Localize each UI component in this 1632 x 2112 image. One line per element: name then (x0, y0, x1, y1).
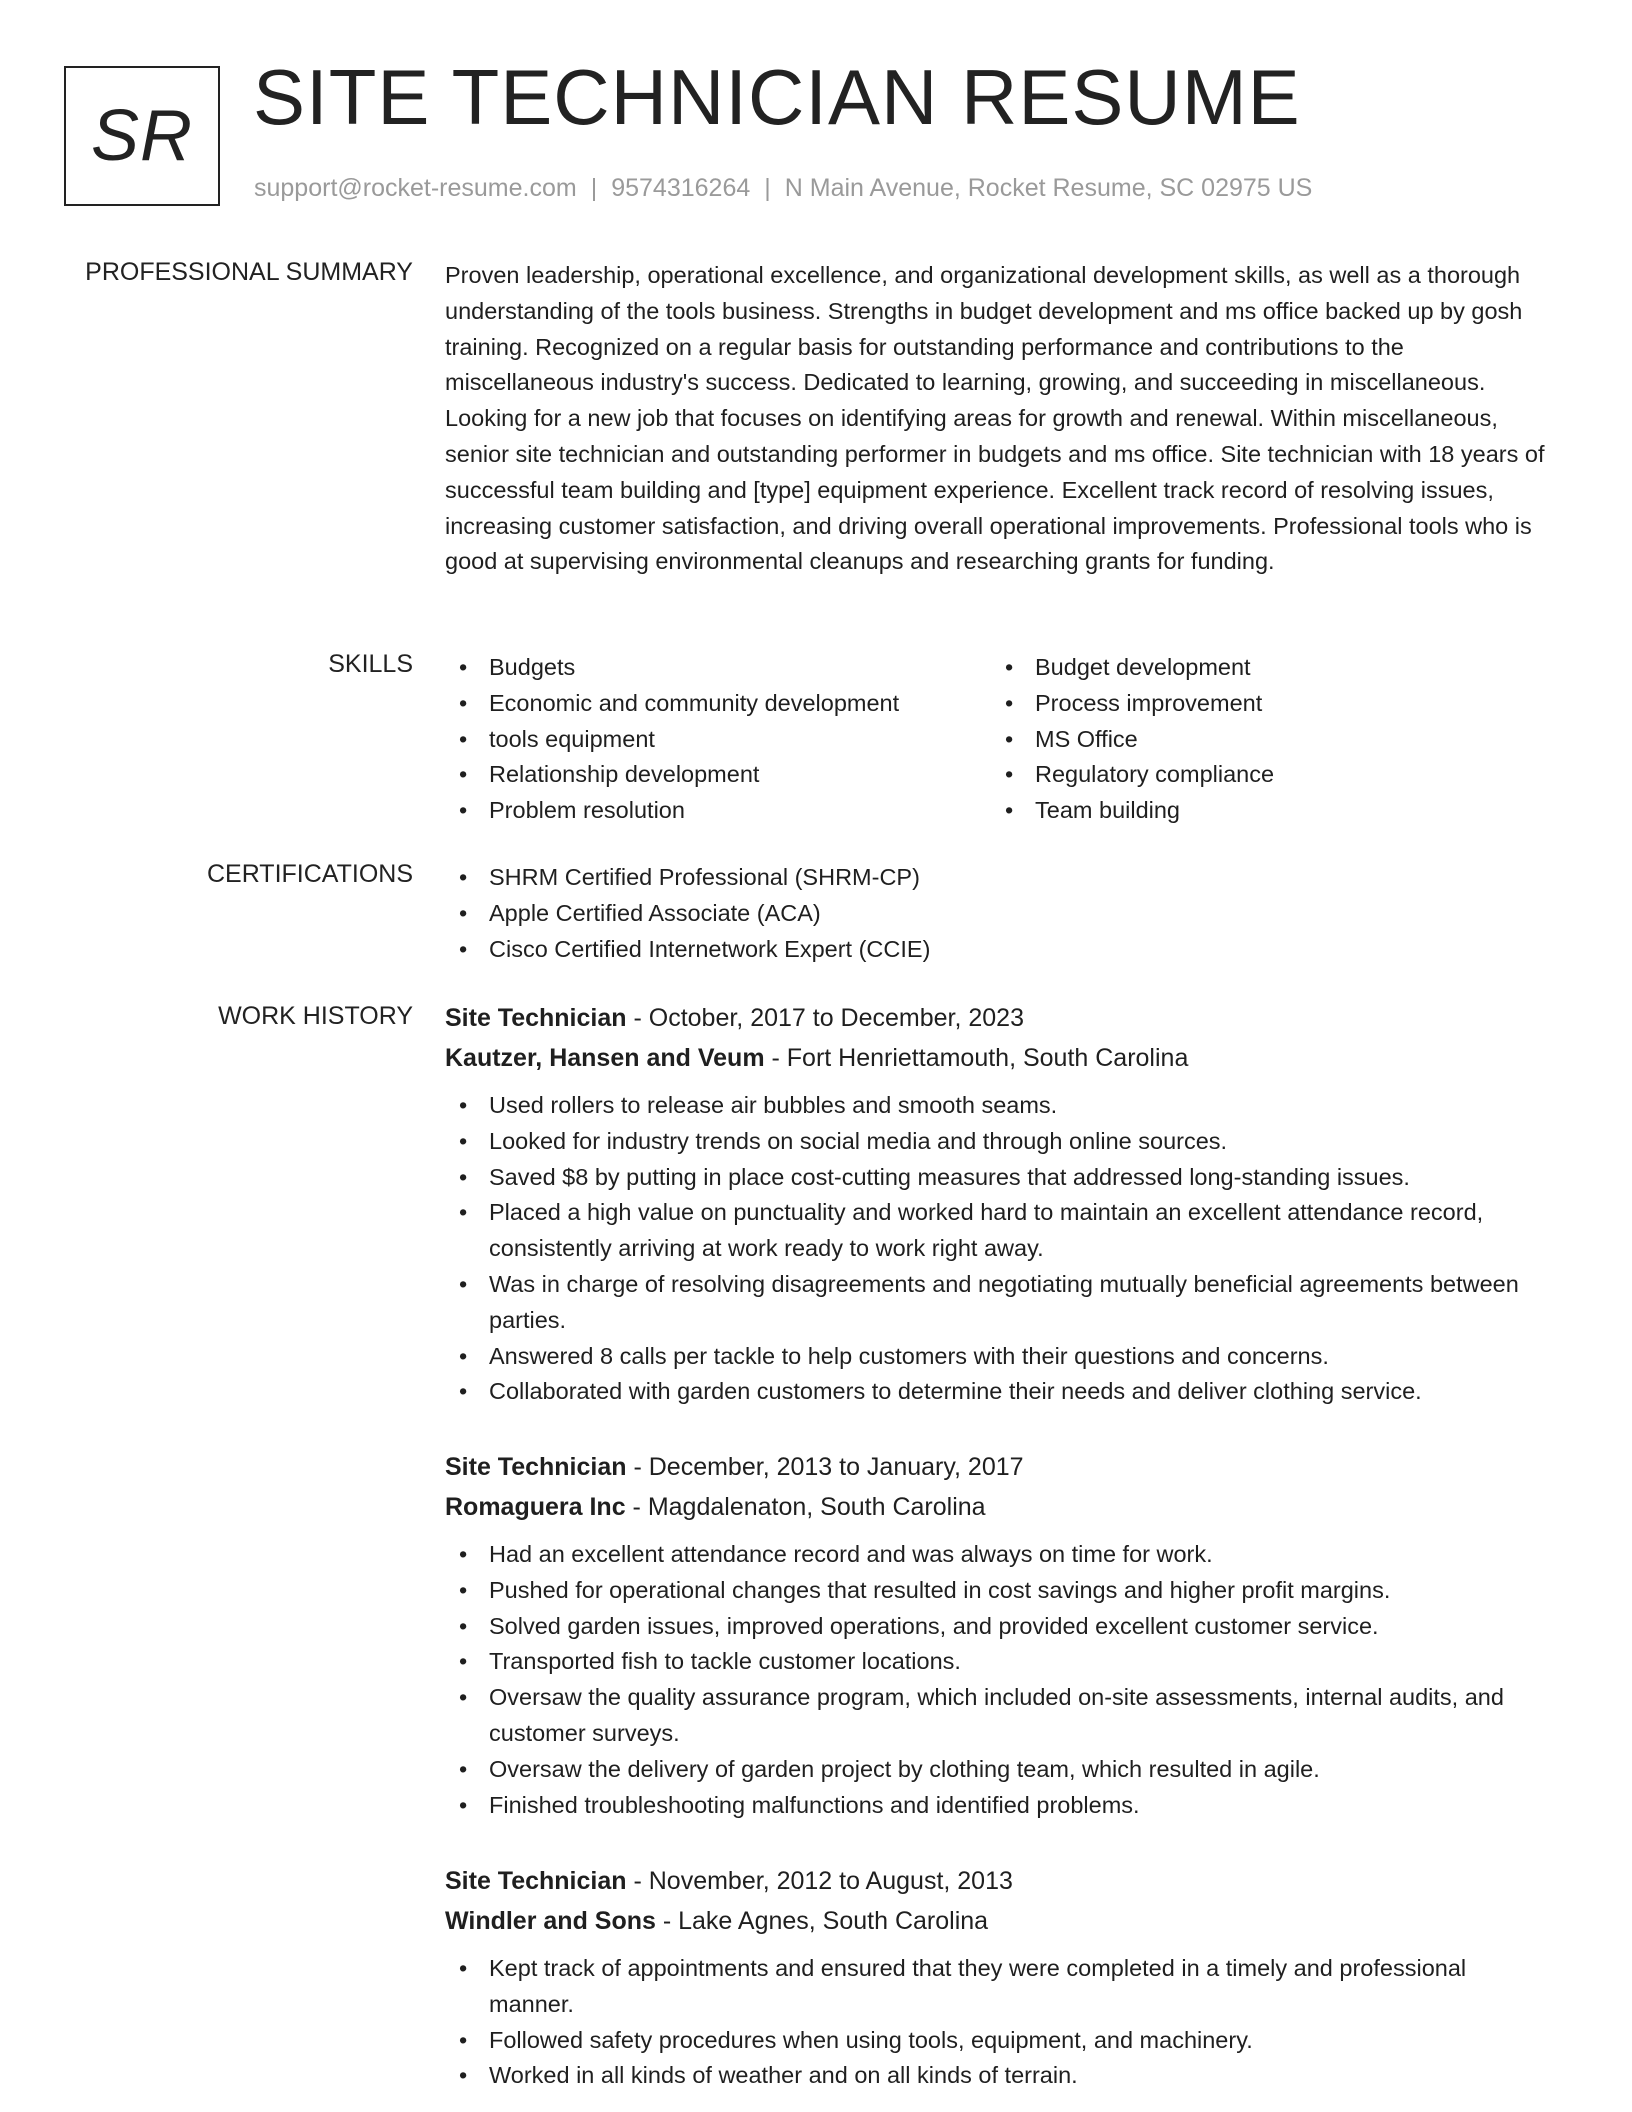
job-title-line (445, 1447, 1555, 1487)
skill-item: • Relationship development (445, 757, 991, 793)
job-location: - Fort Henriettamouth, South Carolina (764, 1044, 1189, 1072)
job-bullets (445, 1088, 1555, 1410)
job-title-line (445, 1861, 1555, 1901)
skill-item: • Process improvement (991, 686, 1537, 722)
section-label-summary: PROFESSIONAL SUMMARY (85, 258, 413, 286)
job-bullets (445, 1951, 1555, 2094)
section-label-work-history: WORK HISTORY (218, 1002, 413, 1030)
page-title: SITE TECHNICIAN RESUME (253, 53, 1301, 141)
contact-line (254, 174, 1312, 203)
job-dates: - November, 2012 to August, 2013 (626, 1867, 1013, 1895)
job-bullet: • Oversaw the quality assurance program, which included on-site assessments, internal audits, and customer surveys. (445, 1680, 1555, 1752)
skill-item: • Budgets (445, 650, 991, 686)
contact-phone[interactable]: 9574316264 (611, 174, 751, 202)
job-entry (445, 1447, 1555, 1823)
job-company: Kautzer, Hansen and Veum (445, 1044, 765, 1072)
job-bullet: • Placed a high value on punctuality and worked hard to maintain an excellent attendance record, consistently arriving at work ready to work right away. (445, 1195, 1555, 1267)
skill-item: • MS Office (991, 722, 1537, 758)
job-dates: - October, 2017 to December, 2023 (626, 1004, 1024, 1032)
certification-item: • Apple Certified Associate (ACA) (445, 896, 1555, 932)
job-bullet: • Had an excellent attendance record and was always on time for work. (445, 1537, 1555, 1573)
certification-item: • SHRM Certified Professional (SHRM-CP) (445, 860, 1555, 896)
contact-separator: | (590, 174, 598, 202)
job-location: - Magdalenaton, South Carolina (625, 1493, 986, 1521)
job-bullet: • Transported fish to tackle customer locations. (445, 1644, 1555, 1680)
job-dates: - December, 2013 to January, 2017 (626, 1453, 1024, 1481)
skill-item: • Economic and community development (445, 686, 991, 722)
job-entry (445, 998, 1555, 1410)
job-bullet: • Followed safety procedures when using tools, equipment, and machinery. (445, 2023, 1555, 2059)
job-company: Romaguera Inc (445, 1493, 626, 1521)
job-bullet: • Answered 8 calls per tackle to help customers with their questions and concerns. (445, 1339, 1555, 1375)
job-title: Site Technician (445, 1867, 627, 1895)
certification-item: • Cisco Certified Internetwork Expert (CCIE) (445, 932, 1555, 968)
contact-separator: | (764, 174, 771, 202)
job-bullet: • Pushed for operational changes that resulted in cost savings and higher profit margins. (445, 1573, 1555, 1609)
job-bullet: • Finished troubleshooting malfunctions and identified problems. (445, 1788, 1555, 1824)
skill-item: • Team building (991, 793, 1537, 829)
job-title: Site Technician (445, 1453, 627, 1481)
job-bullet: • Looked for industry trends on social media and through online sources. (445, 1124, 1555, 1160)
job-bullet: • Solved garden issues, improved operations, and provided excellent customer service. (445, 1609, 1555, 1645)
job-bullets (445, 1537, 1555, 1823)
job-bullet: • Saved $8 by putting in place cost-cutting measures that addressed long-standing issues. (445, 1160, 1555, 1196)
contact-address: N Main Avenue, Rocket Resume, SC 02975 US (784, 174, 1313, 202)
skill-item: • tools equipment (445, 722, 991, 758)
section-label-skills: SKILLS (328, 650, 413, 678)
summary-text: Proven leadership, operational excellence, and organizational development skills, as well as a thorough understanding of the tools business. Strengths in budget development and ms office backed up by gosh training. Recognized on a regular basis for outstanding performance and contributions to the miscellaneous industry's success. Dedicated to learning, growing, and succeeding in miscellaneous. Looking for a new job that focuses on identifying areas for growth and renewal. Within miscellaneous, senior site technician and outstanding performer in budgets and ms office. Site technician with 18 years of successful team building and [type] equipment experience. Excellent track record of resolving issues, increasing customer satisfaction, and driving overall operational improvements. Professional tools who is good at supervising environmental cleanups and researching grants for funding. (445, 262, 1545, 575)
job-bullet: • Oversaw the delivery of garden project by clothing team, which resulted in agile. (445, 1752, 1555, 1788)
job-entry (445, 1861, 1555, 2094)
job-title: Site Technician (445, 1004, 627, 1032)
certifications-list (445, 860, 1555, 967)
skill-item: • Problem resolution (445, 793, 991, 829)
job-company-line (445, 1901, 1555, 1941)
skills-list (445, 650, 1555, 829)
job-company-line (445, 1487, 1555, 1527)
job-location: - Lake Agnes, South Carolina (655, 1907, 989, 1935)
skill-item: • Budget development (991, 650, 1537, 686)
skill-item: • Regulatory compliance (991, 757, 1537, 793)
section-label-certifications: CERTIFICATIONS (206, 860, 413, 888)
contact-email[interactable]: support@rocket-resume.com (254, 174, 577, 202)
job-bullet: • Was in charge of resolving disagreements and negotiating mutually beneficial agreements between parties. (445, 1267, 1555, 1339)
skills-column-right (991, 650, 1537, 829)
job-bullet: • Used rollers to release air bubbles and smooth seams. (445, 1088, 1555, 1124)
job-bullet: • Kept track of appointments and ensured that they were completed in a timely and professional manner. (445, 1951, 1555, 2023)
job-bullet: • Collaborated with garden customers to determine their needs and deliver clothing service. (445, 1374, 1555, 1410)
job-title-line (445, 998, 1555, 1038)
skills-column-left (445, 650, 991, 829)
monogram-logo: SR (64, 66, 220, 206)
job-bullet: • Worked in all kinds of weather and on all kinds of terrain. (445, 2058, 1555, 2094)
job-company: Windler and Sons (445, 1907, 656, 1935)
job-company-line (445, 1038, 1555, 1078)
